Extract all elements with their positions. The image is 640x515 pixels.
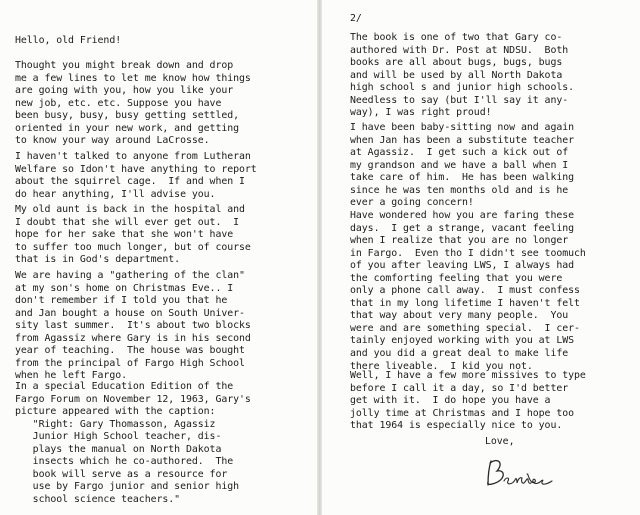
- paragraph-8: Have wondered how you are faring these days. I get a strange, vacant feeling when I realize that you are no longer in Fargo. Even tho I didn't see toomuch of you after leaving LWS, I always had the comforting feeling that you were only a phone call away. I must confess that in my long lifetime I haven't felt that way about very many people. You were and are something special. I cer- tainly enjoyed working with you at LWS and you did a great deal to make life there liveable. I kid you not.: [350, 210, 586, 372]
- page-number: 2/: [350, 13, 362, 24]
- paragraph-1: Thought you might break down and drop me a few lines to let me know how things are going with you, how you like your new job, etc. etc. Suppose you have been busy, busy, busy getting settled, oriented in your new work, and getting to know your way around LaCrosse.: [15, 60, 251, 147]
- handwritten-signature: [482, 455, 562, 495]
- signature-bernice-icon: [482, 455, 562, 495]
- letter-page-1: [0, 0, 318, 515]
- paragraph-2: I haven't talked to anyone from Lutheran Welfare so Idon't have anything to report about the squirrel cage. If and when I do hear anything, I'll advise you.: [15, 151, 257, 200]
- paragraph-9: Well, I have a few more missives to type before I call it a day, so I'd better get with it. I do hope you have a jolly time at Christmas and I hope too that 1964 is especially nice to you.: [350, 370, 586, 432]
- paragraph-4: We are having a "gathering of the clan" at my son's home on Christmas Eve.. I don't remember if I told you that he and Jan bought a house on South Univer- sity last summer. It's about two blocks from Agassiz where Gary is in his second year of teaching. The house was bought from the principal of Fargo High School when he left Fargo.: [15, 270, 251, 382]
- paragraph-7: I have been baby-sitting now and again when Jan has been a substitute teacher at Agassiz. I get such a kick out of my grandson and we have a ball when I take care of him. He has been walking since he was ten months old and is he ever a going concern!: [350, 122, 575, 209]
- paragraph-3: My old aunt is back in the hospital and I doubt that she will ever get out. I hope for her sake that she won't have to suffer too much longer, but of course that is in God's department.: [15, 204, 251, 266]
- paragraph-5: In a special Education Edition of the Fargo Forum on November 12, 1963, Gary's picture appeared with the caption: "Right: Gary Thomasson, Agassiz Junior High School teacher, dis- plays the manual on North Dakota insects which he co-authored. The book will serve as a resource for use by Fargo junior and senior high school science teachers.": [15, 381, 251, 505]
- paragraph-6: The book is one of two that Gary co- authored with Dr. Post at NDSU. Both books are all about bugs, bugs, bugs and will be used by all North Dakota high school s and junior high schools. Needless to say (but I'll say it any- way), I was right proud!: [350, 32, 575, 119]
- greeting: Hello, old Friend!: [15, 35, 122, 46]
- letter-page-2: [322, 0, 640, 515]
- closing: Love,: [485, 436, 515, 447]
